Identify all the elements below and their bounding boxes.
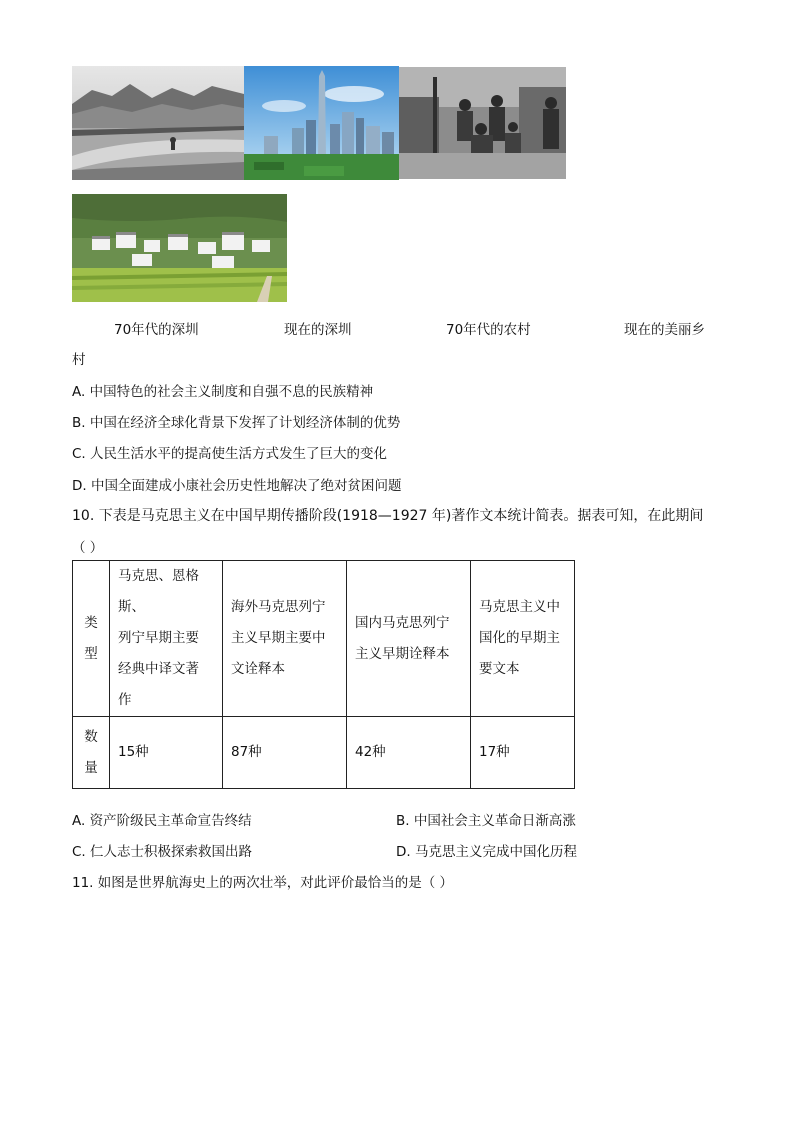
photo-village-now [72, 194, 287, 302]
type-cell: 国内马克思列宁 主义早期诠释本 [347, 561, 471, 717]
type-cell: 海外马克思列宁 主义早期主要中 文诠释本 [223, 561, 347, 717]
count-cell: 15种 [110, 717, 223, 789]
q9-option-b: B. 中国在经济全球化背景下发挥了计划经济体制的优势 [72, 415, 401, 431]
row-label-type: 类 型 [73, 561, 110, 717]
count-cell: 17种 [471, 717, 575, 789]
q10-option-d: D. 马克思主义完成中国化历程 [396, 844, 577, 860]
q10-stats-table [72, 560, 575, 789]
caption-shenzhen-now: 现在的深圳 [284, 322, 352, 338]
q10-stem: 10. 下表是马克思主义在中国早期传播阶段(1918—1927 年)著作文本统计简表。据表可知，在此期间 [72, 508, 704, 524]
type-cell: 马克思主义中 国化的早期主 要文本 [471, 561, 575, 717]
count-cell: 42种 [347, 717, 471, 789]
table-row [73, 561, 575, 717]
q10-option-c: C. 仁人志士积极探索救国出路 [72, 844, 253, 860]
q10-option-b: B. 中国社会主义革命日渐高涨 [396, 813, 576, 829]
caption-village-1970s: 70年代的农村 [446, 322, 531, 338]
q9-option-c: C. 人民生活水平的提高使生活方式发生了巨大的变化 [72, 446, 388, 462]
photo-shenzhen-1970s [72, 66, 244, 180]
caption-shenzhen-1970s: 70年代的深圳 [114, 322, 199, 338]
table-row [73, 717, 575, 789]
count-cell: 87种 [223, 717, 347, 789]
caption-wrap: 村 [72, 352, 86, 368]
photo-village-1970s [399, 67, 566, 179]
q9-option-d: D. 中国全面建成小康社会历史性地解决了绝对贫困问题 [72, 478, 402, 494]
type-cell: 马克思、恩格斯、 列宁早期主要 经典中译文著 作 [110, 561, 223, 717]
q11-stem: 11. 如图是世界航海史上的两次壮举，对此评价最恰当的是（ ） [72, 875, 454, 891]
caption-village-now: 现在的美丽乡 [624, 322, 705, 338]
q9-option-a: A. 中国特色的社会主义制度和自强不息的民族精神 [72, 384, 374, 400]
photo-shenzhen-now [244, 66, 399, 180]
row-label-count: 数 量 [73, 717, 110, 789]
q10-answer-paren: （ ） [72, 540, 104, 556]
q10-option-a: A. 资产阶级民主革命宣告终结 [72, 813, 252, 829]
